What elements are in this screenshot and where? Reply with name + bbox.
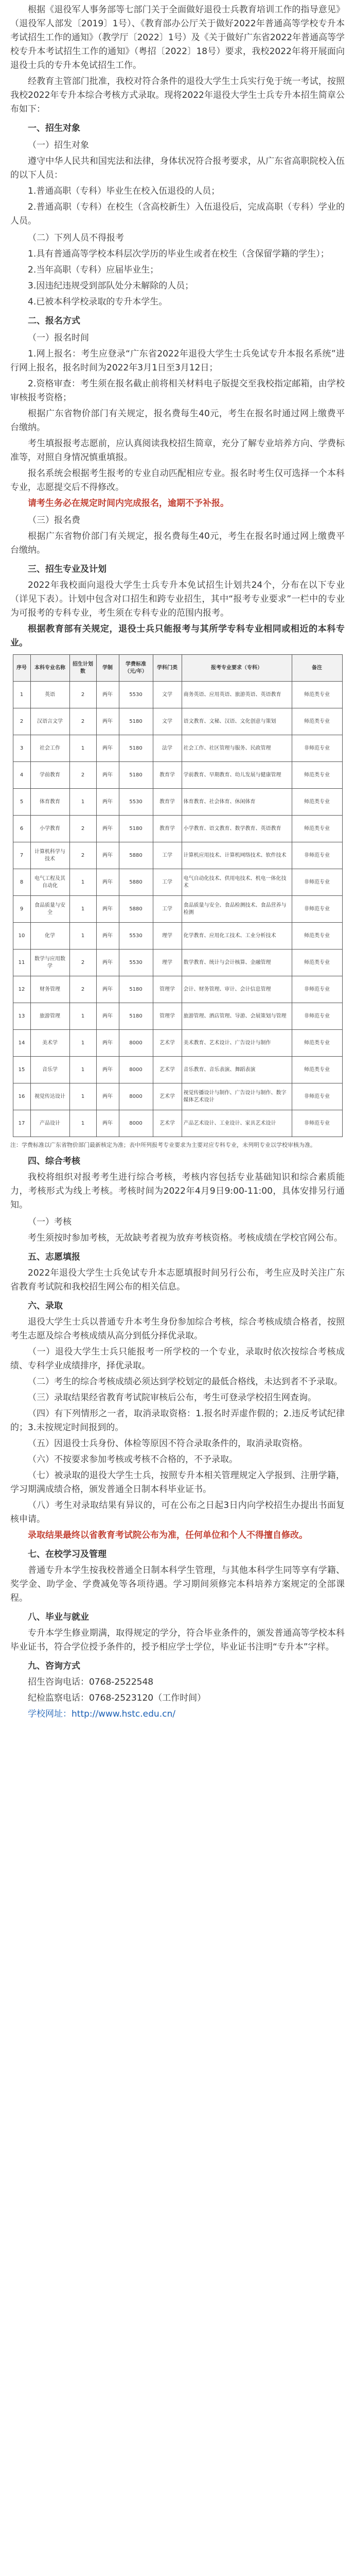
table-cell: 两年 <box>96 869 119 896</box>
table-cell: 语文教育、文秘、汉语、文化创意与策划 <box>182 708 292 735</box>
table-cell: 化学 <box>30 923 69 950</box>
table-cell: 社会工作 <box>30 735 69 762</box>
table-cell: 产品艺术设计、工业设计、家具艺术设计 <box>182 1110 292 1137</box>
list-item: （七）被录取的退役大学生士兵，按照专升本相关管理规定入学报到、注册学籍，学习期满成绩合格，颁发普通全日制本科毕业证书。 <box>10 1470 345 1495</box>
table-cell: 数学教育、统计与会计核算、金融管理 <box>182 950 292 976</box>
subsection-heading: （三）报名费 <box>28 515 80 526</box>
table-cell: 商务英语、应用英语、旅游英语、英语教育 <box>182 682 292 708</box>
table-cell: 管理学 <box>153 976 182 1003</box>
table-cell: 旅游管理 <box>30 1003 69 1030</box>
table-cell: 10 <box>13 923 30 950</box>
list-item: 2.普通高职（专科）在校生（含高校新生）入伍退役后，完成高职（专科）学业的人员。 <box>10 202 345 226</box>
table-row <box>13 1057 342 1083</box>
table-cell: 4 <box>13 762 30 789</box>
table-cell: 5 <box>13 789 30 816</box>
table-cell: 非师范专业 <box>292 842 342 869</box>
table-cell: 两年 <box>96 842 119 869</box>
table-cell: 2 <box>69 950 96 976</box>
table-cell: 音乐教育、音乐表演、舞蹈表演 <box>182 1057 292 1083</box>
section-heading: 六、录取 <box>28 1301 63 1311</box>
table-cell: 两年 <box>96 1110 119 1137</box>
table-cell: 电气工程及其自动化 <box>30 869 69 896</box>
list-item: 2.当年高职（专科）应届毕业生； <box>28 265 159 275</box>
table-cell: 视觉传达设计 <box>30 1083 69 1110</box>
table-cell: 5180 <box>119 735 153 762</box>
table-cell: 师范类专业 <box>292 789 342 816</box>
important-notice: 根据教育部有关规定，退役士兵只能报考与其所学专科专业相同或相近的本科专业。 <box>10 624 345 648</box>
table-cell: 师范类专业 <box>292 816 342 842</box>
list-item: （一）退役大学生士兵只能报考一所学校的一个专业，录取时依次按综合考核成绩、专科学业成绩排序，择优录取。 <box>10 1347 345 1371</box>
table-row <box>13 682 342 708</box>
table-header-row <box>13 655 342 682</box>
table-header-cell: 学制 <box>96 655 119 682</box>
table-cell: 非师范专业 <box>292 869 342 896</box>
table-cell: 非师范专业 <box>292 1083 342 1110</box>
table-cell: 理学 <box>153 950 182 976</box>
list-item: 1.具有普通高等学校本科层次学历的毕业生或者在校生（含保留学籍的学生）； <box>28 249 329 259</box>
table-cell: 2 <box>69 976 96 1003</box>
table-cell: 8000 <box>119 1030 153 1057</box>
table-cell: 非师范专业 <box>292 896 342 923</box>
table-cell: 体育教育、社会体育、休闲体育 <box>182 789 292 816</box>
contact-phone: 招生咨询电话：0768-2522548 <box>28 1677 154 1687</box>
table-cell: 8000 <box>119 1057 153 1083</box>
section-heading: 九、咨询方式 <box>28 1661 80 1671</box>
subsection-heading: （一）招生对象 <box>28 140 89 150</box>
paragraph: 退役大学生士兵以普通专升本考生身份参加综合考核，综合考核成绩合格者，按照考生志愿及综合考核成绩从高分到低分择优录取。 <box>10 1317 345 1341</box>
table-cell: 食品质量与安全、食品检测技术、食品营养与检测 <box>182 896 292 923</box>
table-cell: 美术学 <box>30 1030 69 1057</box>
table-cell: 汉语言文学 <box>30 708 69 735</box>
paragraph: 根据广东省物价部门有关规定，报名费每生40元，考生在报名时通过网上缴费平台缴纳。 <box>10 531 345 555</box>
paragraph: 考生填报报考志愿前，应认真阅读我校招生简章，充分了解专业培养方向、学费标准等，对照自身情况慎重填报。 <box>10 438 345 463</box>
contact-phone: 纪检监察电话：0768-2523120（工作时间） <box>28 1693 206 1703</box>
table-cell: 5180 <box>119 816 153 842</box>
paragraph: 考生须按时参加考核，无故缺考者视为放弃考核资格。考核成绩在学校官网公布。 <box>28 1233 343 1243</box>
table-cell: 5530 <box>119 923 153 950</box>
table-row <box>13 708 342 735</box>
table-cell: 11 <box>13 950 30 976</box>
section-heading: 二、报名方式 <box>28 316 80 326</box>
table-cell: 两年 <box>96 789 119 816</box>
table-header-cell: 本科专业名称 <box>30 655 69 682</box>
document <box>10 0 345 1727</box>
table-cell: 8000 <box>119 1083 153 1110</box>
table-row <box>13 789 342 816</box>
table-row <box>13 1110 342 1137</box>
table-cell: 5530 <box>119 950 153 976</box>
table-header-cell: 学费标准（元/年） <box>119 655 153 682</box>
table-cell: 1 <box>69 1057 96 1083</box>
table-cell: 社会工作、社区管理与服务、民政管理 <box>182 735 292 762</box>
table-cell: 15 <box>13 1057 30 1083</box>
table-cell: 1 <box>13 682 30 708</box>
intro-paragraph: 根据《退役军人事务部等七部门关于全面做好退役士兵教育培训工作的指导意见》（退役军人部发〔2019〕1号）、《教育部办公厅关于做好2022年普通高等学校专升本考试招生工作的通知》（教学厅〔2022〕1号）及《关于做好广东省2022年普通高等学校专升本考试招生工作的通知》（粤招〔2022〕18号）要求，我校2022年将开展面向退役士兵的专升本免试招生工作。 <box>10 5 345 71</box>
table-cell: 师范类专业 <box>292 1030 342 1057</box>
table-cell: 两年 <box>96 1083 119 1110</box>
list-item: （二）考生的综合考核成绩必须达到学校划定的最低合格线，未达到者不予录取。 <box>28 1377 343 1387</box>
table-cell: 师范类专业 <box>292 708 342 735</box>
table-cell: 2 <box>13 708 30 735</box>
table-cell: 两年 <box>96 1057 119 1083</box>
table-cell: 1 <box>69 1030 96 1057</box>
school-website-link[interactable]: 学校网址：http://www.hstc.edu.cn/ <box>28 1709 175 1719</box>
table-cell: 工学 <box>153 869 182 896</box>
table-cell: 5880 <box>119 869 153 896</box>
table-cell: 两年 <box>96 896 119 923</box>
table-cell: 8 <box>13 869 30 896</box>
table-cell: 会计、财务管理、审计、会计信息管理 <box>182 976 292 1003</box>
table-row <box>13 735 342 762</box>
intro-paragraph: 经教育主管部门批准，我校对符合条件的退役大学生士兵实行免于统一考试，按照我校2022年专升本综合考核方式录取。现将2022年退役大学生士兵专升本招生简章公布如下： <box>10 76 345 114</box>
table-cell: 学前教育 <box>30 762 69 789</box>
paragraph: 2022年退役大学生士兵免试专升本志愿填报时间另行公布，考生应及时关注广东省教育考试院和我校招生网公布的相关信息。 <box>10 1268 345 1292</box>
table-cell: 16 <box>13 1083 30 1110</box>
table-cell: 非师范专业 <box>292 1110 342 1137</box>
table-cell: 13 <box>13 1003 30 1030</box>
subsection-heading: （一）考核 <box>28 1217 72 1227</box>
table-row <box>13 1030 342 1057</box>
table-cell: 英语 <box>30 682 69 708</box>
table-cell: 文学 <box>153 682 182 708</box>
table-row <box>13 950 342 976</box>
list-item: 1.网上报名：考生应登录“广东省2022年退役大学生士兵免试专升本报名系统”进行网上报名，报名时间为2022年3月1日至3月12日； <box>10 349 345 373</box>
table-header-cell: 学科门类 <box>153 655 182 682</box>
table-row <box>13 896 342 923</box>
table-cell: 1 <box>69 923 96 950</box>
table-cell: 小学教育、语文教育、数学教育、英语教育 <box>182 816 292 842</box>
table-cell: 2 <box>69 816 96 842</box>
table-cell: 两年 <box>96 923 119 950</box>
table-header-cell: 备注 <box>292 655 342 682</box>
table-cell: 数学与应用数学 <box>30 950 69 976</box>
subsection-heading: （二）下列人员不得报考 <box>28 233 124 243</box>
table-cell: 教育学 <box>153 762 182 789</box>
table-cell: 3 <box>13 735 30 762</box>
list-item: 1.普通高职（专科）毕业生在校入伍退役的人员； <box>28 186 220 196</box>
table-cell: 师范类专业 <box>292 682 342 708</box>
table-cell: 5180 <box>119 976 153 1003</box>
table-cell: 非师范专业 <box>292 1003 342 1030</box>
section-heading: 七、在校学习及管理 <box>28 1549 106 1560</box>
table-cell: 1 <box>69 1003 96 1030</box>
section-heading: 一、招生对象 <box>28 123 80 133</box>
table-cell: 食品质量与安全 <box>30 896 69 923</box>
table-cell: 两年 <box>96 762 119 789</box>
table-cell: 14 <box>13 1030 30 1057</box>
table-cell: 艺术学 <box>153 1057 182 1083</box>
table-cell: 产品设计 <box>30 1110 69 1137</box>
list-item: 4.已被本科学校录取的专升本学生。 <box>28 297 168 307</box>
table-cell: 1 <box>69 735 96 762</box>
list-item: 3.因违纪违规受到部队处分未解除的人员； <box>28 281 194 291</box>
table-cell: 教育学 <box>153 789 182 816</box>
table-cell: 7 <box>13 842 30 869</box>
table-cell: 工学 <box>153 842 182 869</box>
paragraph: 报名系统会根据考生报考的专业自动匹配相应专业。报名时考生仅可选择一个本科专业，志愿提交后不得修改。 <box>10 468 345 493</box>
table-cell: 两年 <box>96 682 119 708</box>
table-cell: 艺术学 <box>153 1083 182 1110</box>
table-cell: 学前教育、早期教育、幼儿发展与健康管理 <box>182 762 292 789</box>
table-cell: 电气自动化技术、供用电技术、机电一体化技术 <box>182 869 292 896</box>
table-cell: 5180 <box>119 762 153 789</box>
table-cell: 师范类专业 <box>292 1057 342 1083</box>
table-row <box>13 842 342 869</box>
table-row <box>13 869 342 896</box>
table-cell: 视觉传播设计与制作、广告设计与制作、数字媒体艺术设计 <box>182 1083 292 1110</box>
section-heading: 八、毕业与就业 <box>28 1612 89 1622</box>
table-cell: 两年 <box>96 976 119 1003</box>
important-notice: 录取结果最终以省教育考试院公布为准，任何单位和个人不得擅自修改。 <box>28 1530 308 1540</box>
list-item: （四）有下列情形之一者，取消录取资格：1.报名时弄虚作假的；2.违反考试纪律的；3.未按规定时间报到的。 <box>10 1409 345 1433</box>
list-item: （三）录取结果经省教育考试院审核后公布，考生可登录学校招生网查询。 <box>28 1393 316 1403</box>
table-cell: 非师范专业 <box>292 735 342 762</box>
list-item: （六）不按要求参加考核或考核不合格的，不予录取。 <box>28 1454 238 1465</box>
enrollment-plan-table <box>13 654 343 1137</box>
table-cell: 5180 <box>119 1003 153 1030</box>
table-cell: 2 <box>69 842 96 869</box>
section-heading: 三、招生专业及计划 <box>28 564 106 574</box>
table-cell: 理学 <box>153 923 182 950</box>
table-cell: 两年 <box>96 1003 119 1030</box>
table-footnote: 注：学费标准以广东省物价部门最新核定为准；表中所列报考专业要求为主要对应专科专业，未列明专业以学校审核为准。 <box>10 1142 316 1148</box>
table-cell: 1 <box>69 896 96 923</box>
table-cell: 体育教育 <box>30 789 69 816</box>
table-cell: 8000 <box>119 1110 153 1137</box>
table-cell: 5180 <box>119 708 153 735</box>
table-cell: 工学 <box>153 896 182 923</box>
table-cell: 计算机应用技术、计算机网络技术、软件技术 <box>182 842 292 869</box>
table-row <box>13 1083 342 1110</box>
table-row <box>13 762 342 789</box>
table-cell: 6 <box>13 816 30 842</box>
table-cell: 17 <box>13 1110 30 1137</box>
table-row <box>13 1003 342 1030</box>
table-cell: 9 <box>13 896 30 923</box>
table-header-cell: 报考专业要求（专科） <box>182 655 292 682</box>
table-cell: 2 <box>69 762 96 789</box>
bottom-spacer <box>10 1723 345 1727</box>
table-cell: 艺术学 <box>153 1110 182 1137</box>
table-cell: 音乐学 <box>30 1057 69 1083</box>
table-row <box>13 816 342 842</box>
table-cell: 财务管理 <box>30 976 69 1003</box>
table-cell: 1 <box>69 1110 96 1137</box>
table-cell: 师范类专业 <box>292 923 342 950</box>
table-header-cell: 招生计划数 <box>69 655 96 682</box>
table-cell: 2 <box>69 682 96 708</box>
table-cell: 两年 <box>96 1030 119 1057</box>
table-cell: 师范类专业 <box>292 950 342 976</box>
table-cell: 两年 <box>96 708 119 735</box>
table-cell: 师范类专业 <box>292 762 342 789</box>
section-heading: 四、综合考核 <box>28 1156 80 1166</box>
table-cell: 法学 <box>153 735 182 762</box>
table-cell: 管理学 <box>153 1003 182 1030</box>
table-cell: 1 <box>69 869 96 896</box>
table-cell: 化学教育、应用化工技术、工业分析技术 <box>182 923 292 950</box>
table-cell: 艺术学 <box>153 1030 182 1057</box>
table-cell: 12 <box>13 976 30 1003</box>
paragraph: 2022年我校面向退役大学生士兵专升本免试招生计划共24个，分布在以下专业（详见下表）。计划中包含对口招生和跨专业招生，其中“报考专业要求”一栏中的专业为可报考的专科专业，考生须在专科专业的范围内报考。 <box>10 580 345 618</box>
table-header-cell: 序号 <box>13 655 30 682</box>
table-cell: 5530 <box>119 682 153 708</box>
table-cell: 两年 <box>96 816 119 842</box>
paragraph: 我校将组织对报考考生进行综合考核，考核内容包括专业基础知识和综合素质能力，考核形式为线上考核。考核时间为2022年4月9日9:00-11:00，具体安排另行通知。 <box>10 1172 345 1210</box>
important-notice: 请考生务必在规定时间内完成报名，逾期不予补报。 <box>28 498 229 509</box>
table-cell: 非师范专业 <box>292 976 342 1003</box>
list-item: （八）考生对录取结果有异议的，可在公布之日起3日内向学校招生办提出书面复核申请。 <box>10 1500 345 1524</box>
table-cell: 文学 <box>153 708 182 735</box>
section-heading: 五、志愿填报 <box>28 1252 80 1262</box>
table-cell: 两年 <box>96 950 119 976</box>
table-cell: 1 <box>69 789 96 816</box>
table-cell: 5880 <box>119 842 153 869</box>
paragraph: 专升本学生修业期满，取得规定的学分，符合毕业条件的，颁发普通高等学校本科毕业证书，符合学位授予条件的，授予相应学士学位，毕业证书注明“专升本”字样。 <box>10 1628 345 1652</box>
subsection-heading: （一）报名时间 <box>28 333 89 343</box>
table-cell: 2 <box>69 708 96 735</box>
list-item: 根据广东省物价部门有关规定，报名费每生40元，考生在报名时通过网上缴费平台缴纳。 <box>10 409 345 433</box>
table-cell: 计算机科学与技术 <box>30 842 69 869</box>
table-cell: 5530 <box>119 789 153 816</box>
table-cell: 美术教育、艺术设计、广告设计与制作 <box>182 1030 292 1057</box>
table-cell: 两年 <box>96 735 119 762</box>
table-cell: 旅游管理、酒店管理、导游、会展策划与管理 <box>182 1003 292 1030</box>
table-cell: 1 <box>69 1083 96 1110</box>
list-item: 2.资格审查：考生须在报名截止前将相关材料电子版提交至我校指定邮箱，由学校审核报考资格； <box>10 379 345 403</box>
table-cell: 小学教育 <box>30 816 69 842</box>
table-cell: 5880 <box>119 896 153 923</box>
paragraph: 遵守中华人民共和国宪法和法律，身体状况符合报考要求，从广东省高职院校入伍的以下人员： <box>10 156 345 180</box>
paragraph: 普通专升本学生按我校普通全日制本科学生管理，与其他本科学生同等享有学籍、奖学金、助学金、学费减免等各项待遇。学习期间须修完本科培养方案规定的全部课程。 <box>10 1565 345 1603</box>
list-item: （五）因退役士兵身份、体检等原因不符合录取条件的，取消录取资格。 <box>28 1438 308 1449</box>
table-row <box>13 923 342 950</box>
table-cell: 教育学 <box>153 816 182 842</box>
table-row <box>13 976 342 1003</box>
